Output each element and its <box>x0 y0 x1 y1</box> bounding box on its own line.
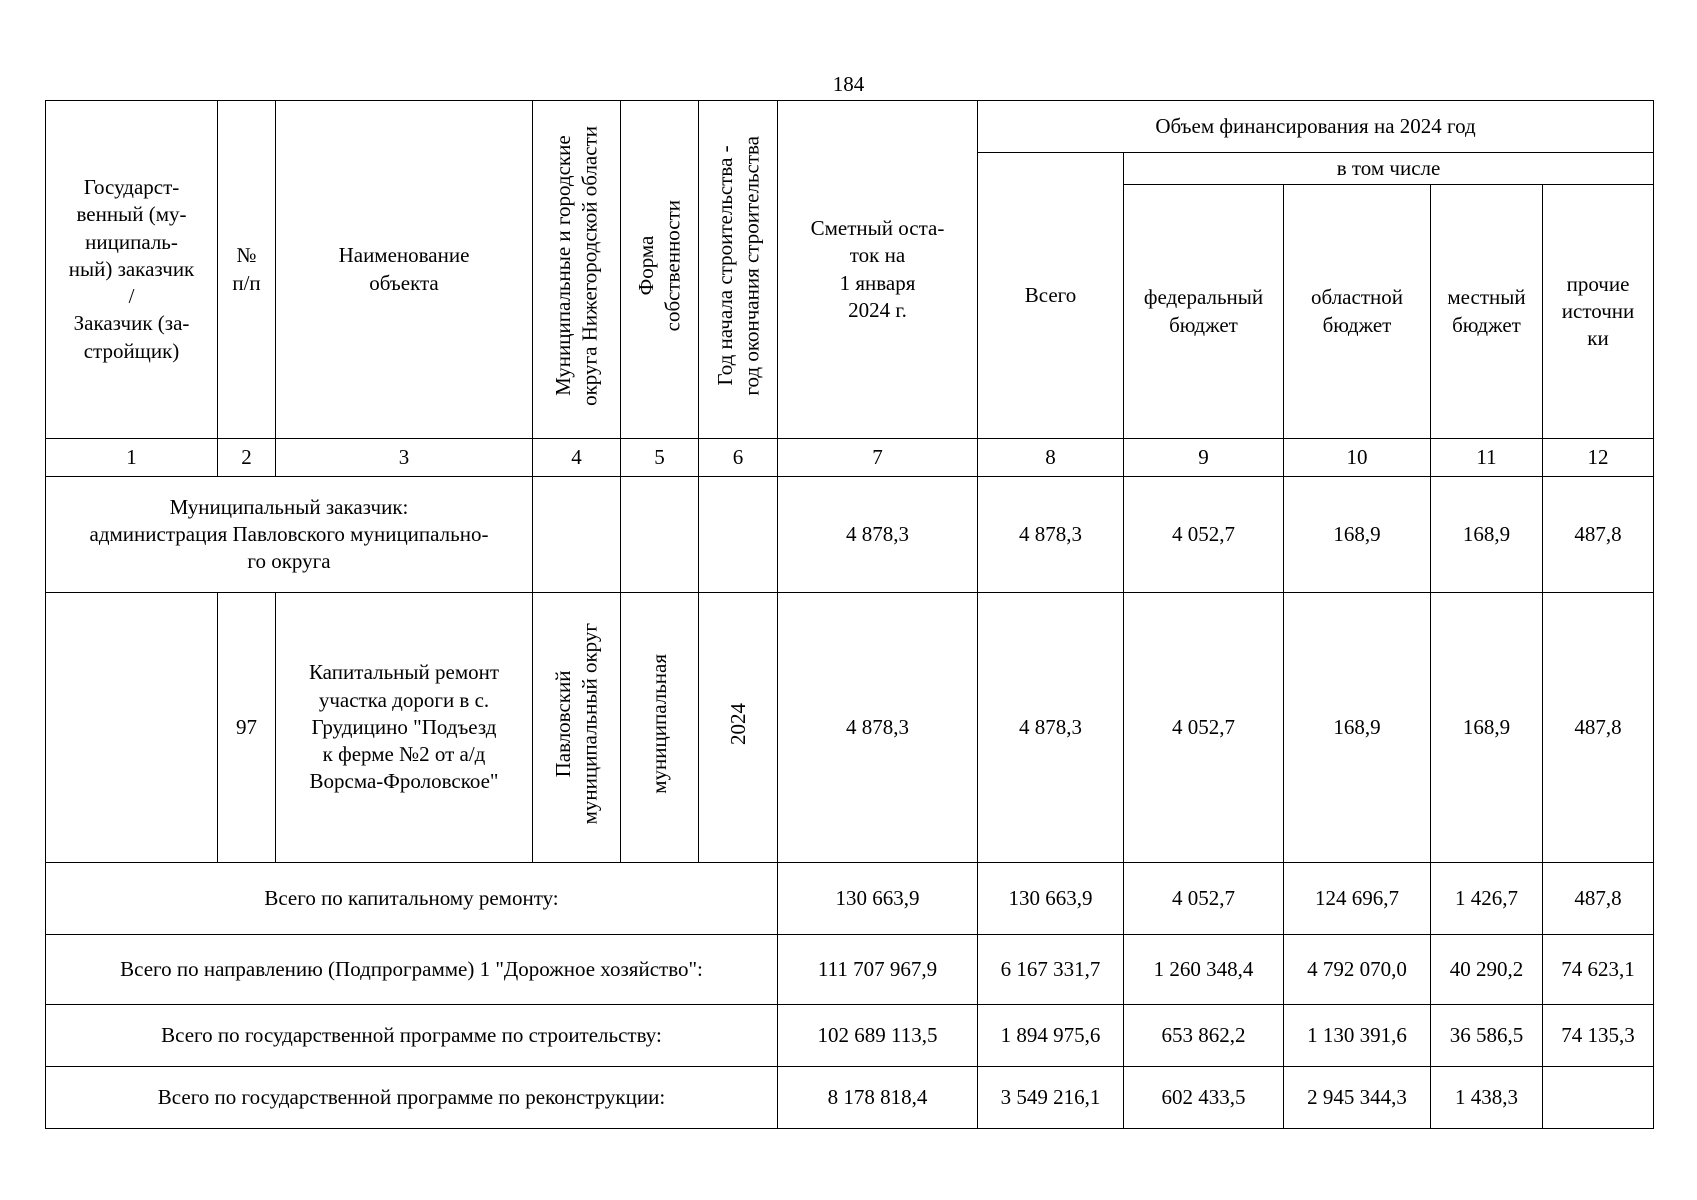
total-label: Всего по капитальному ремонту: <box>46 863 778 935</box>
header-customer: Государст- венный (му- ниципаль- ный) заказчик / Заказчик (за- стройщик) <box>46 101 218 439</box>
total-value: 1 130 391,6 <box>1284 1005 1431 1067</box>
customer-regional: 168,9 <box>1284 477 1431 593</box>
total-value: 74 135,3 <box>1543 1005 1654 1067</box>
total-value: 1 260 348,4 <box>1124 935 1284 1005</box>
header-ownership-cell <box>621 101 699 439</box>
empty-cell <box>46 593 218 863</box>
header-local: местный бюджет <box>1431 185 1543 439</box>
customer-total: 4 878,3 <box>978 477 1124 593</box>
header-federal: федеральный бюджет <box>1124 185 1284 439</box>
col-number: 4 <box>533 439 621 477</box>
total-value: 2 945 344,3 <box>1284 1067 1431 1129</box>
object-estimate: 4 878,3 <box>778 593 978 863</box>
total-value: 1 438,3 <box>1431 1067 1543 1129</box>
header-total: Всего <box>978 153 1124 439</box>
object-regional: 168,9 <box>1284 593 1431 863</box>
header-financing: Объем финансирования на 2024 год <box>978 101 1654 153</box>
total-value: 4 792 070,0 <box>1284 935 1431 1005</box>
customer-local: 168,9 <box>1431 477 1543 593</box>
header-ownership: Форма собственности <box>634 200 685 332</box>
total-value: 4 052,7 <box>1124 863 1284 935</box>
empty-cell <box>699 477 778 593</box>
total-row <box>46 935 1654 1005</box>
financing-table <box>45 100 1654 1129</box>
total-value: 1 894 975,6 <box>978 1005 1124 1067</box>
total-value: 1 426,7 <box>1431 863 1543 935</box>
object-municipal: Павловский муниципальный округ <box>551 623 602 825</box>
total-value: 124 696,7 <box>1284 863 1431 935</box>
total-value: 130 663,9 <box>978 863 1124 935</box>
total-value: 111 707 967,9 <box>778 935 978 1005</box>
col-number: 9 <box>1124 439 1284 477</box>
total-row <box>46 863 1654 935</box>
col-number: 2 <box>218 439 276 477</box>
object-row <box>46 593 1654 863</box>
total-value: 102 689 113,5 <box>778 1005 978 1067</box>
object-year-cell <box>699 593 778 863</box>
col-number: 11 <box>1431 439 1543 477</box>
total-row <box>46 1067 1654 1129</box>
column-numbers-row <box>46 439 1654 477</box>
total-value: 487,8 <box>1543 863 1654 935</box>
header-municipal-cell <box>533 101 621 439</box>
total-value: 36 586,5 <box>1431 1005 1543 1067</box>
customer-row <box>46 477 1654 593</box>
header-other: прочие источни ки <box>1543 185 1654 439</box>
total-label: Всего по государственной программе по строительству: <box>46 1005 778 1067</box>
customer-estimate: 4 878,3 <box>778 477 978 593</box>
object-ownership-cell <box>621 593 699 863</box>
header-estimate: Сметный оста- ток на 1 января 2024 г. <box>778 101 978 439</box>
page-number: 184 <box>832 72 865 96</box>
header-number: № п/п <box>218 101 276 439</box>
header-years-cell <box>699 101 778 439</box>
header-regional: областной бюджет <box>1284 185 1431 439</box>
object-number: 97 <box>218 593 276 863</box>
total-value: 653 862,2 <box>1124 1005 1284 1067</box>
total-value: 74 623,1 <box>1543 935 1654 1005</box>
col-number: 1 <box>46 439 218 477</box>
empty-cell <box>621 477 699 593</box>
header-municipal: Муниципальные и городские округа Нижегородской области <box>551 125 602 406</box>
header-object-name: Наименование объекта <box>276 101 533 439</box>
total-value: 130 663,9 <box>778 863 978 935</box>
total-value: 3 549 216,1 <box>978 1067 1124 1129</box>
object-ownership: муниципальная <box>647 653 672 794</box>
col-number: 8 <box>978 439 1124 477</box>
customer-other: 487,8 <box>1543 477 1654 593</box>
object-federal: 4 052,7 <box>1124 593 1284 863</box>
header-years: Год начала строительства - год окончания строительства <box>712 136 763 396</box>
object-total: 4 878,3 <box>978 593 1124 863</box>
col-number: 10 <box>1284 439 1431 477</box>
object-name: Капитальный ремонт участка дороги в с. Грудицино "Подъезд к ферме №2 от а/д Ворсма-Фроловское" <box>276 593 533 863</box>
object-local: 168,9 <box>1431 593 1543 863</box>
total-value: 8 178 818,4 <box>778 1067 978 1129</box>
col-number: 12 <box>1543 439 1654 477</box>
customer-federal: 4 052,7 <box>1124 477 1284 593</box>
total-value: 6 167 331,7 <box>978 935 1124 1005</box>
total-value <box>1543 1067 1654 1129</box>
total-label: Всего по направлению (Подпрограмме) 1 "Дорожное хозяйство": <box>46 935 778 1005</box>
total-value: 40 290,2 <box>1431 935 1543 1005</box>
total-label: Всего по государственной программе по реконструкции: <box>46 1067 778 1129</box>
total-row <box>46 1005 1654 1067</box>
total-value: 602 433,5 <box>1124 1067 1284 1129</box>
col-number: 6 <box>699 439 778 477</box>
object-other: 487,8 <box>1543 593 1654 863</box>
col-number: 7 <box>778 439 978 477</box>
object-municipal-cell <box>533 593 621 863</box>
empty-cell <box>533 477 621 593</box>
object-year: 2024 <box>725 702 750 745</box>
col-number: 5 <box>621 439 699 477</box>
col-number: 3 <box>276 439 533 477</box>
header-including: в том числе <box>1124 153 1654 185</box>
customer-label: Муниципальный заказчик: администрация Павловского муниципально- го округа <box>46 477 533 593</box>
